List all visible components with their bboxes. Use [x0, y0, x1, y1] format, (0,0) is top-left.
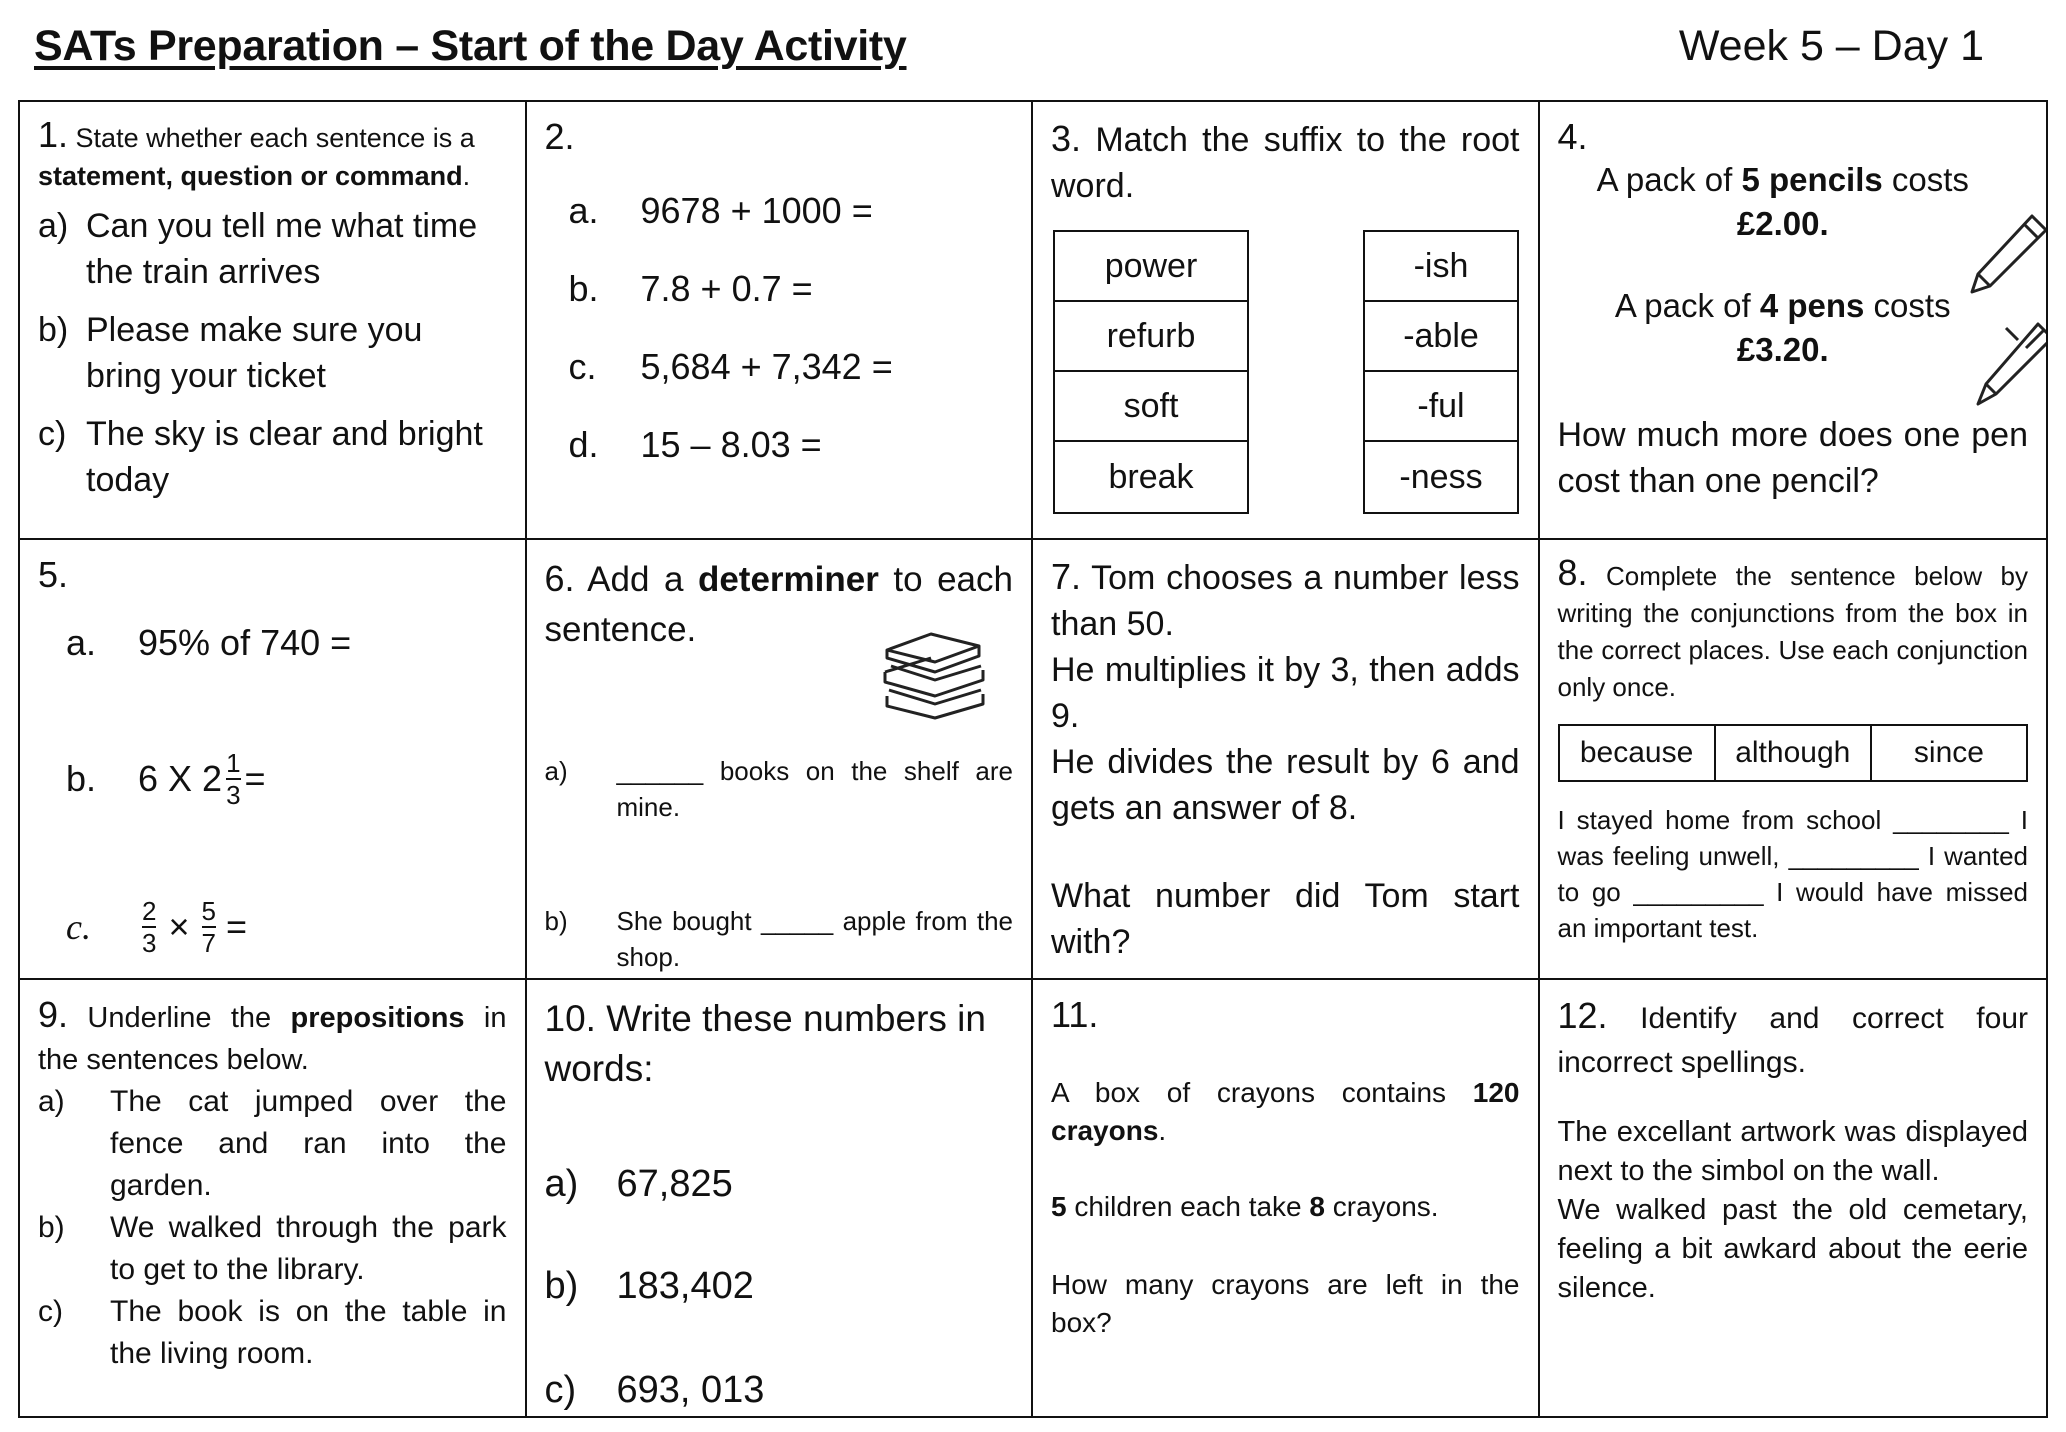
suffix: -able	[1365, 302, 1517, 372]
q9-item-c	[38, 1291, 507, 1375]
q10-item-b	[545, 1234, 1014, 1338]
q9-item-b	[38, 1207, 507, 1291]
item-text: Please make sure you bring your ticket	[86, 311, 423, 395]
books-icon	[879, 626, 989, 722]
item-label: c)	[38, 1295, 63, 1328]
question-number: 7.	[1051, 556, 1082, 597]
denominator: 3	[226, 780, 241, 810]
item-text: 6 X 2	[138, 758, 223, 799]
q7-line2: He multiplies it by 3, then adds 9.	[1051, 651, 1520, 735]
question-number: 4.	[1557, 116, 1588, 157]
question-number: 3.	[1051, 118, 1082, 159]
q4-price1: £2.00.	[1736, 205, 1829, 242]
q1-intro: State whether each sentence is a	[75, 123, 475, 153]
q4-price2: £3.20.	[1736, 331, 1829, 368]
week-day-label: Week 5 – Day 1	[1678, 22, 1984, 70]
q1-item-b	[38, 307, 507, 399]
q11-line2-num1: 5	[1051, 1191, 1067, 1222]
suffix: -ish	[1365, 232, 1517, 302]
equals-sign: =	[244, 758, 266, 799]
item-label: a.	[568, 190, 599, 231]
q10-item-c	[545, 1338, 1014, 1416]
q6-intro-pre: Add a	[587, 560, 698, 599]
question-number: 8.	[1557, 552, 1588, 593]
item-label: a.	[66, 622, 97, 663]
item-text: The book is on the table in the living room.	[110, 1295, 507, 1370]
q9-intro-post: in the sentences below.	[38, 1002, 507, 1076]
activity-grid	[18, 100, 2048, 1418]
q1-intro-end: .	[462, 161, 471, 191]
conjunction: although	[1716, 726, 1872, 780]
question-3	[1033, 102, 1540, 540]
question-number: 11.	[1051, 994, 1099, 1035]
numerator: 1	[226, 748, 241, 778]
q2-item-b	[545, 250, 1014, 328]
q8-intro: Complete the sentence below by writing the conjunctions from the box in the correct places. Use each conjunction only once.	[1557, 561, 2028, 702]
root-word: soft	[1055, 372, 1247, 442]
q9-item-a	[38, 1081, 507, 1207]
q9-intro-bold: prepositions	[290, 1002, 465, 1034]
question-8	[1540, 540, 2047, 980]
q10-intro: Write these numbers in words:	[544, 998, 986, 1089]
denominator: 7	[201, 928, 216, 958]
q6-intro-bold: determiner	[697, 560, 879, 599]
q2-item-a	[545, 172, 1014, 250]
root-word: power	[1055, 232, 1247, 302]
question-1	[20, 102, 527, 540]
question-number: 1.	[38, 114, 69, 155]
q8-sentence: I stayed home from school ________ I was feeling unwell, _________ I wanted to go _________ I would have missed an important test.	[1557, 805, 2028, 943]
item-text: 67,825	[616, 1162, 733, 1205]
question-2	[527, 102, 1034, 540]
q10-item-a	[545, 1134, 1014, 1234]
item-label: b.	[568, 268, 599, 309]
q9-intro-pre: Underline the	[87, 1002, 291, 1034]
conjunction: since	[1913, 736, 1984, 769]
question-number: 12.	[1557, 995, 1608, 1036]
item-text: 9678 + 1000 =	[640, 190, 873, 231]
item-text: Can you tell me what time the train arrives	[86, 207, 478, 291]
fraction	[202, 896, 216, 958]
item-text: 183,402	[616, 1264, 754, 1307]
item-label: c)	[38, 415, 67, 453]
q7-line3: He divides the result by 6 and gets an answer of 8.	[1051, 743, 1520, 827]
q12-paragraph-1: The excellant artwork was displayed next to the simbol on the wall.	[1557, 1116, 2028, 1187]
q4-line2	[1558, 284, 2009, 328]
question-5	[20, 540, 527, 980]
question-4	[1540, 102, 2047, 540]
item-label: b)	[544, 906, 568, 936]
question-number: 9.	[38, 994, 69, 1035]
item-text: We walked through the park to get to the library.	[110, 1211, 507, 1286]
item-text: 15 – 8.03 =	[640, 424, 822, 465]
q6-intro-post: to each sentence.	[544, 560, 1013, 649]
q4-line1-bold: 5 pencils	[1741, 161, 1883, 198]
q11-line2-num2: 8	[1309, 1191, 1325, 1222]
item-text: The sky is clear and bright today	[86, 415, 483, 499]
q4-line1-pre: A pack of	[1596, 161, 1742, 198]
q7-line1: Tom chooses a number less than 50.	[1051, 559, 1520, 643]
q5-item-c	[38, 888, 507, 966]
q11-line2	[1051, 1188, 1520, 1226]
q4-question: How much more does one pen cost than one pencil?	[1557, 416, 2028, 500]
numerator: 2	[142, 896, 157, 926]
item-label: d.	[568, 424, 599, 465]
page-title: SATs Preparation – Start of the Day Activity	[34, 22, 907, 70]
item-label: a)	[544, 1162, 579, 1205]
question-6	[527, 540, 1034, 980]
item-label: b)	[544, 1264, 579, 1307]
q1-intro-bold: statement, question or command	[38, 161, 463, 191]
question-number: 10.	[544, 998, 596, 1039]
item-label: b)	[38, 1211, 65, 1244]
question-11	[1033, 980, 1540, 1416]
question-9	[20, 980, 527, 1416]
item-label: b)	[38, 311, 69, 349]
q2-item-c	[545, 328, 1014, 406]
denominator: 3	[142, 928, 157, 958]
item-label: c.	[568, 346, 597, 387]
q11-line1-post: .	[1158, 1115, 1167, 1146]
item-text: 7.8 + 0.7 =	[640, 268, 813, 309]
numerator: 5	[201, 896, 216, 926]
question-number: 6.	[544, 558, 575, 599]
q4-line1	[1558, 158, 2009, 202]
q1-item-a	[38, 203, 507, 295]
pen-icon	[1966, 320, 2047, 410]
q5-item-a	[38, 604, 507, 682]
suffix: -ful	[1365, 372, 1517, 442]
q11-line2-mid: children each take	[1066, 1191, 1310, 1222]
question-12	[1540, 980, 2047, 1416]
root-word: break	[1108, 457, 1194, 496]
fraction	[142, 896, 156, 958]
q4-line2-pre: A pack of	[1614, 287, 1760, 324]
q11-question: How many crayons are left in the box?	[1051, 1269, 1520, 1338]
q4-line2-post: costs	[1864, 287, 1951, 324]
item-text: 5,684 + 7,342 =	[640, 346, 893, 387]
suffix: -ness	[1399, 457, 1483, 496]
conjunction: because	[1560, 726, 1716, 780]
suffixes-column	[1363, 230, 1519, 514]
item-text: ______ books on the shelf are mine.	[616, 756, 1013, 822]
q7-question: What number did Tom start with?	[1051, 877, 1520, 961]
item-text: She bought _____ apple from the shop.	[616, 906, 1013, 972]
q1-item-c	[38, 411, 507, 503]
suffix-match-table	[1053, 230, 1529, 516]
q6-item-b	[545, 903, 1014, 975]
question-10	[527, 980, 1034, 1416]
item-text: 693, 013	[616, 1368, 765, 1411]
item-label: b.	[66, 758, 97, 799]
q11-line1-bold: 120 crayons	[1051, 1077, 1520, 1146]
q4-line1-post: costs	[1882, 161, 1969, 198]
q11-line1-pre: A box of crayons contains	[1051, 1077, 1473, 1108]
fraction	[226, 748, 240, 810]
q6-item-a	[545, 753, 1014, 825]
q4-line2-bold: 4 pens	[1759, 287, 1865, 324]
item-label: a)	[38, 207, 69, 245]
question-number: 5.	[38, 554, 69, 595]
question-7	[1033, 540, 1540, 980]
item-label: c.	[66, 907, 91, 947]
pencil-icon	[1962, 210, 2047, 300]
q11-line1	[1051, 1074, 1520, 1150]
q12-intro: Identify and correct four incorrect spellings.	[1557, 1002, 2028, 1079]
item-text: 95% of 740 =	[138, 622, 352, 663]
times-sign: ×	[168, 906, 190, 947]
root-word: refurb	[1055, 302, 1247, 372]
q3-intro: Match the suffix to the root word.	[1051, 121, 1520, 205]
q5-item-b	[38, 740, 507, 818]
item-label: a)	[544, 756, 568, 786]
q12-paragraph-2: We walked past the old cemetary, feeling a bit awkard about the eerie silence.	[1557, 1194, 2028, 1304]
item-label: a)	[38, 1085, 65, 1118]
conjunction-box	[1558, 724, 2029, 782]
root-words-column	[1053, 230, 1249, 514]
question-number: 2.	[544, 116, 575, 157]
q11-line2-post: crayons.	[1324, 1191, 1439, 1222]
item-label: c)	[544, 1368, 577, 1411]
equals-sign: =	[225, 906, 247, 947]
item-text: The cat jumped over the fence and ran into the garden.	[110, 1085, 507, 1202]
q2-item-d	[545, 406, 1014, 484]
